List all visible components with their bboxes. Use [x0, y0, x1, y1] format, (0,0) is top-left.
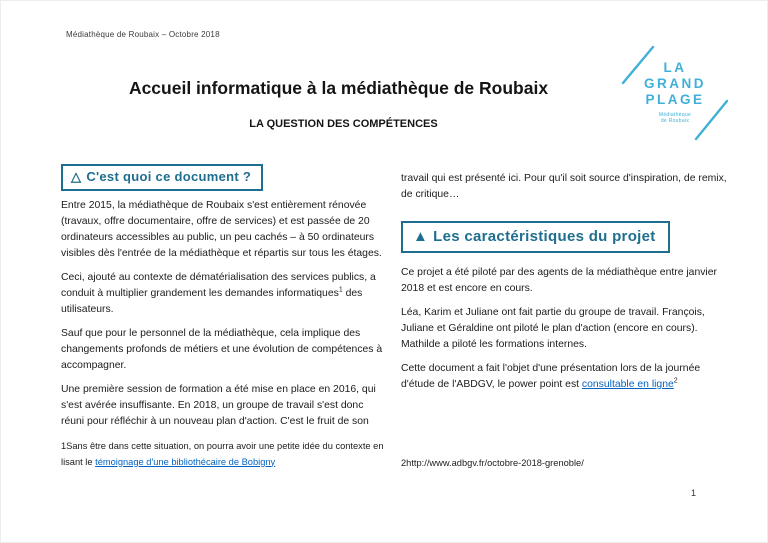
paragraph: Une première session de formation a été mise en place en 2016, qui s'est avérée insuffisante. En 2018, un groupe de travail s'est donc réuni pour réfléchir à un nouveau plan d'action. C'est le fruit de son	[61, 384, 376, 427]
paragraph: Léa, Karim et Juliane ont fait partie du groupe de travail. François, Juliane et Géraldine ont piloté le plan d'action (encore en cours). Mathilde a piloté les formations internes.	[401, 307, 705, 350]
triangle-outline-icon: △	[71, 169, 82, 184]
paragraph: travail qui est présenté ici. Pour qu'il soit source d'inspiration, de remix, de critique…	[401, 173, 727, 200]
logo-text-plage: PLAGE	[645, 92, 705, 107]
paragraph-text: Ceci, ajouté au contexte de dématérialisation des services publics, a conduit à multiplier grandement les demandes informatiques	[61, 272, 376, 299]
footnote-2	[401, 456, 731, 472]
page-title: Accueil informatique à la médiathèque de Roubaix	[128, 78, 549, 98]
section-heading-label: Les caractéristiques du projet	[433, 228, 656, 245]
page-number: 1	[691, 488, 697, 498]
document-header: Médiathèque de Roubaix – Octobre 2018	[66, 30, 220, 39]
logo-text-grand: GRAND	[644, 76, 706, 91]
logo-subtext-line2: de Roubaix	[660, 118, 690, 124]
paragraph	[61, 270, 389, 318]
footnote-marker: 2	[401, 458, 407, 468]
footnote-ref-2: 2	[673, 377, 678, 385]
page-subtitle: LA QUESTION DES COMPÉTENCES	[249, 118, 438, 130]
paragraph: Entre 2015, la médiathèque de Roubaix s'est entièrement rénovée (travaux, offre documentaire, offre de services) et est passée de 20 ordinateurs accessibles au public, un peu cachés – à 50 ordinateurs visibles dès l'entrée de la médiathèque et répartis sur tous les étages.	[61, 200, 382, 259]
logo-subtext-line1: Médiathèque	[658, 112, 692, 118]
section-heading-what-is-this	[61, 164, 263, 191]
paragraph-text: des utilisateurs.	[61, 288, 363, 315]
triangle-filled-icon: ▲	[413, 228, 429, 245]
section-heading-project-characteristics	[401, 221, 670, 253]
footnote-ref-1: 1	[338, 286, 343, 294]
footnote-text: Sans être dans cette situation, on pourra avoir une petite idée du contexte en lisant le	[61, 441, 384, 467]
paragraph: Sauf que pour le personnel de la médiathèque, cela implique des changements profonds de métiers et une évolution de compétences à accompagner.	[61, 328, 383, 371]
section-heading-label: C'est quoi ce document ?	[86, 169, 252, 184]
logo-text-la: LA	[663, 60, 687, 75]
link-temoignage-bobigny[interactable]: témoignage d'une bibliothécaire de Bobigny	[95, 456, 276, 467]
left-column	[61, 164, 389, 438]
paragraph	[401, 361, 729, 393]
paragraph: Ce projet a été piloté par des agents de la médiathèque entre janvier 2018 et est encore en cours.	[401, 267, 717, 294]
footnote-1	[61, 439, 391, 470]
footnote-marker: 1	[61, 441, 67, 451]
paragraph-text: Cette document a fait l'objet d'une présentation lors de la journée d'étude de l'ABDGV, le power point est	[401, 363, 701, 390]
footnote-text: http://www.adbgv.fr/octobre-2018-grenoble/	[406, 458, 584, 468]
la-grand-plage-logo	[619, 39, 731, 145]
link-consultable-en-ligne[interactable]: consultable en ligne	[581, 379, 674, 390]
right-column	[401, 171, 729, 401]
